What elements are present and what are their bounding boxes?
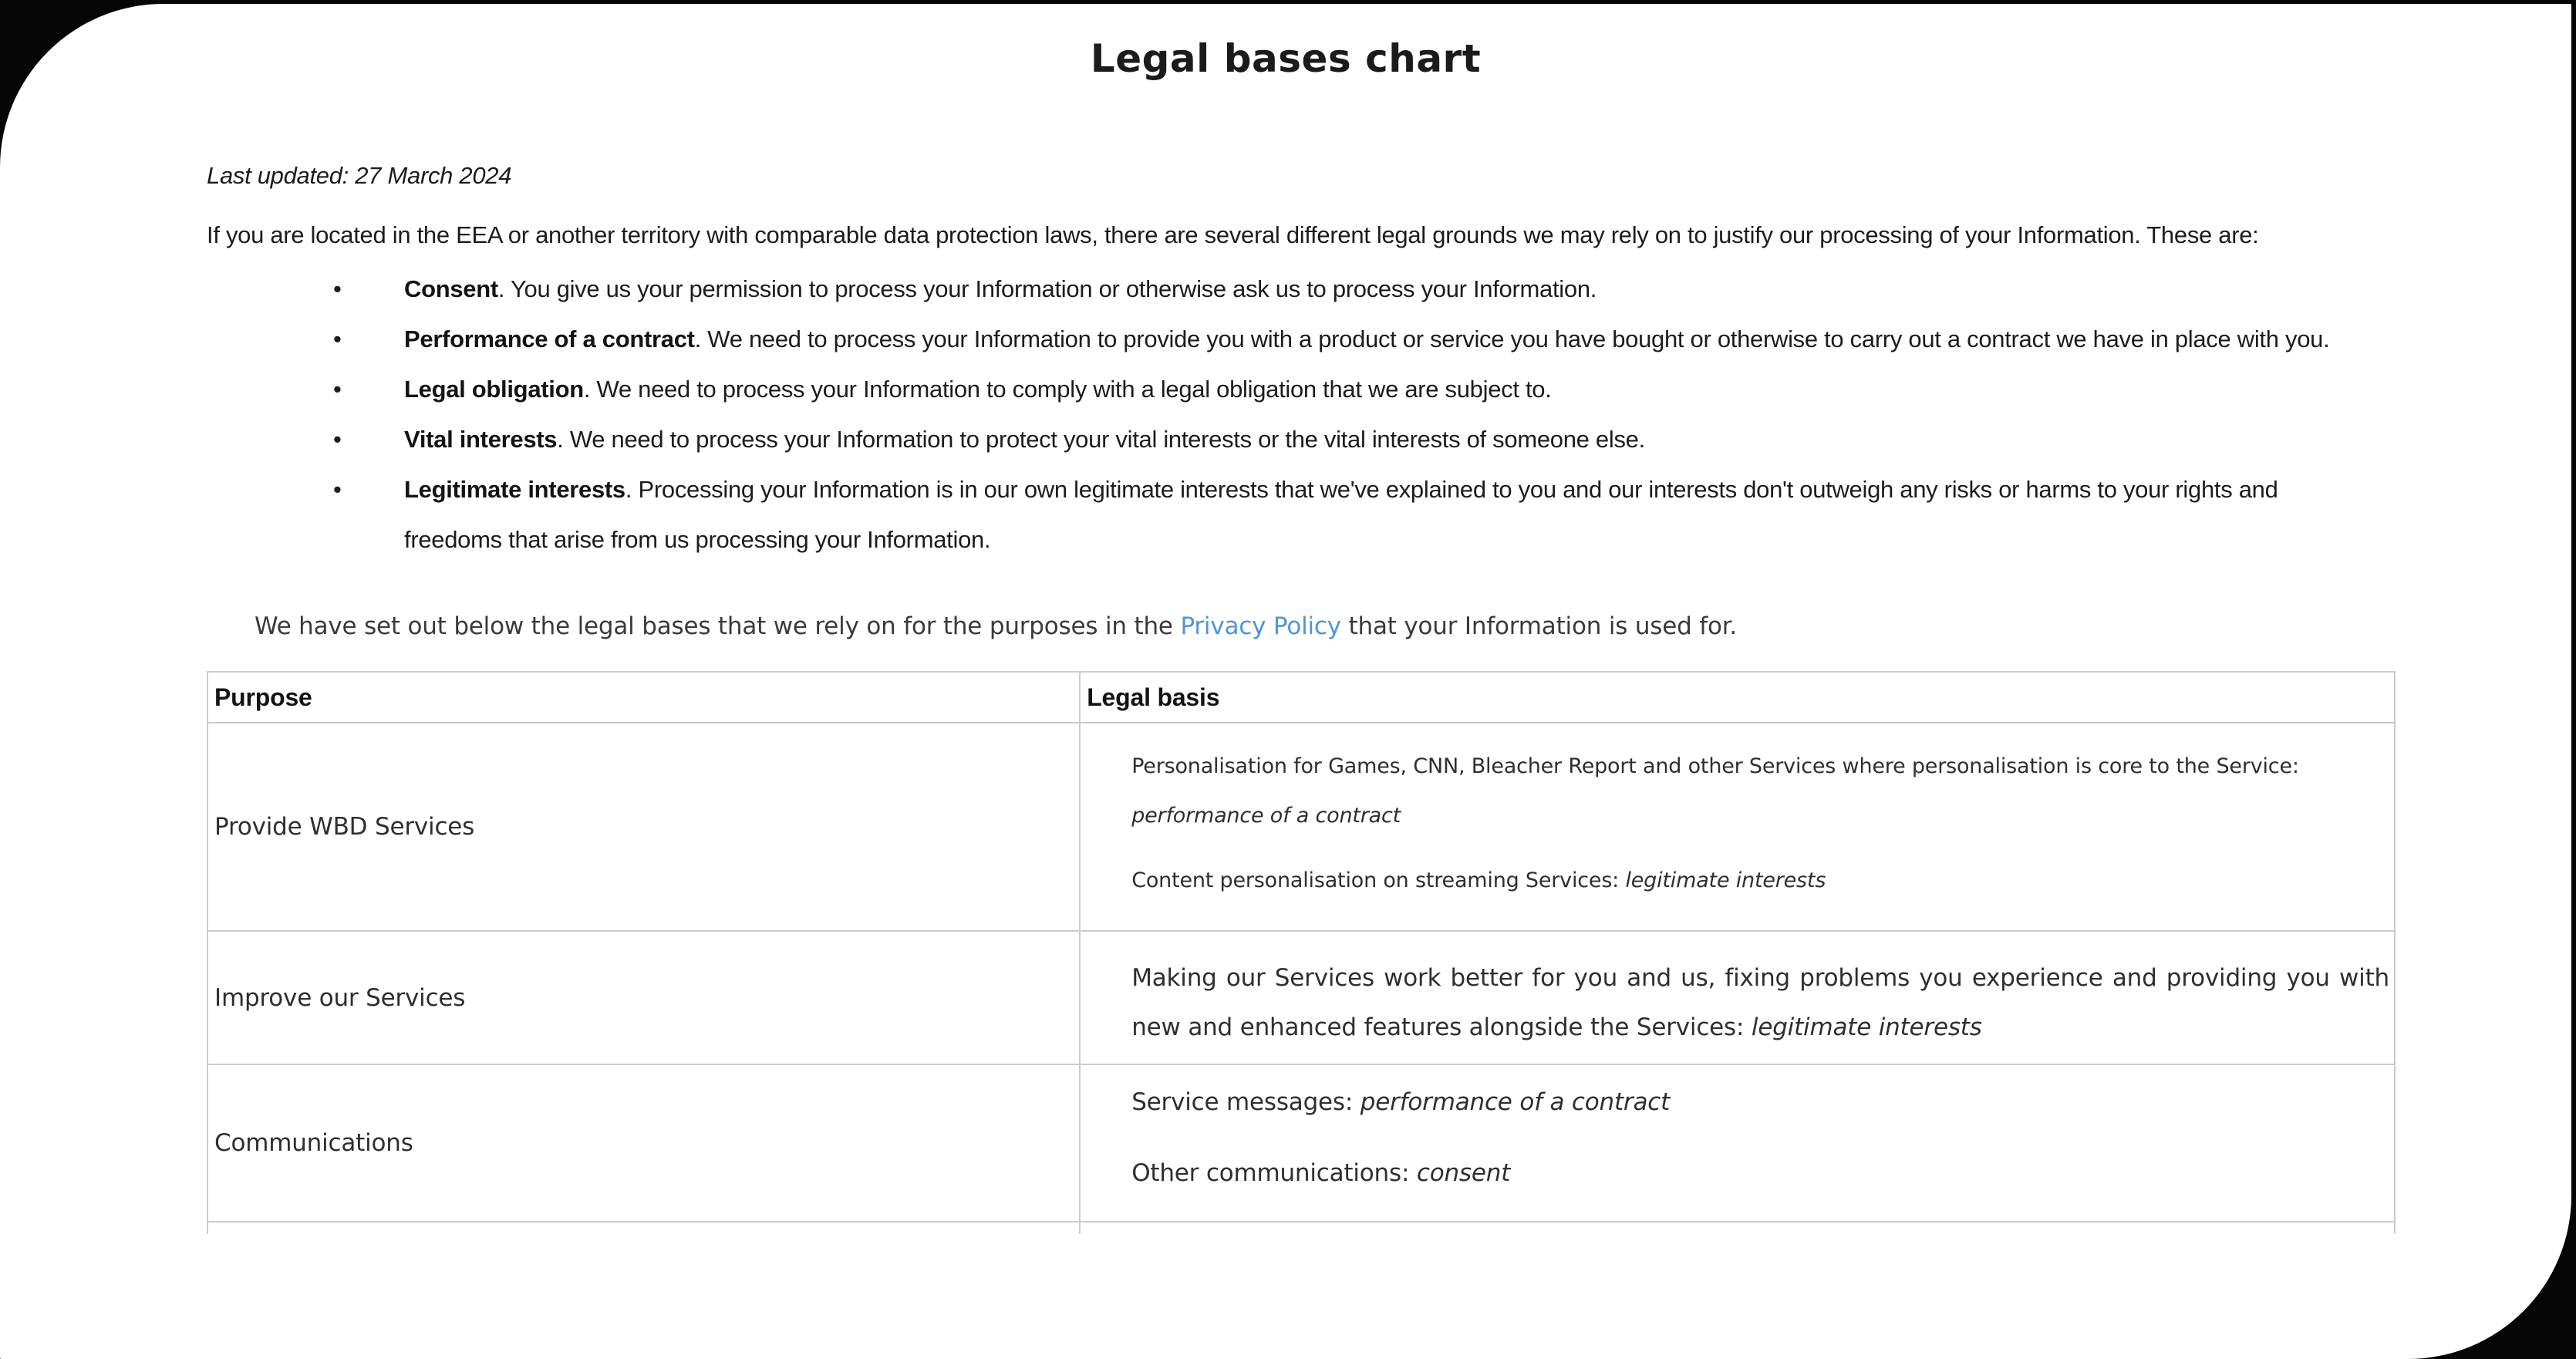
last-updated-text: Last updated: 27 March 2024 bbox=[207, 162, 512, 189]
basis-term-italic: performance of a contract bbox=[1131, 804, 1401, 828]
lead-text-after: that your Information is used for. bbox=[1340, 612, 1738, 640]
list-item bbox=[333, 364, 2338, 414]
basis-text: Content personalisation on streaming Services: bbox=[1131, 868, 1626, 892]
column-header-legal-basis: Legal basis bbox=[1087, 683, 1220, 711]
table-row bbox=[208, 723, 2394, 932]
list-item-text: . We need to process your Information to provide you with a product or service you have bought or otherwise to carry out a contract we have in place with you. bbox=[694, 325, 2330, 352]
page-title: Legal bases chart bbox=[1090, 36, 1482, 81]
bullet-icon: • bbox=[333, 426, 342, 453]
document-page bbox=[0, 4, 2571, 1359]
basis-text: Other communications: bbox=[1131, 1159, 1417, 1187]
list-item bbox=[333, 264, 2338, 314]
legal-basis-cell bbox=[1081, 932, 2394, 1064]
intro-paragraph: If you are located in the EEA or another territory with comparable data protection laws, there are several different legal grounds we may rely on to justify our processing of your Information. These are: bbox=[207, 221, 2259, 248]
list-item-term: Legitimate interests bbox=[404, 476, 625, 503]
basis-paragraph bbox=[1131, 868, 2389, 892]
basis-term-italic: performance of a contract bbox=[1360, 1088, 1671, 1116]
basis-paragraph bbox=[1131, 953, 2389, 1052]
legal-grounds-list bbox=[333, 264, 2338, 565]
list-item-text: . We need to process your Information to comply with a legal obligation that we are subject to. bbox=[583, 376, 1552, 403]
table-row-partial bbox=[208, 1222, 2394, 1234]
purpose-cell: Communications bbox=[208, 1065, 1081, 1221]
list-item bbox=[333, 314, 2338, 364]
legal-basis-cell bbox=[1081, 723, 2394, 930]
list-item-term: Consent bbox=[404, 275, 498, 302]
document-content bbox=[207, 162, 2396, 1234]
basis-text: Making our Services work better for you and us, fixing problems you experience and providing you with new and enhanced features alongside the Services: bbox=[1131, 964, 2389, 1041]
bullet-icon: • bbox=[333, 275, 342, 302]
list-item-term: Performance of a contract bbox=[404, 325, 695, 352]
list-item-text: . We need to process your Information to protect your vital interests or the vital interests of someone else. bbox=[557, 426, 1645, 453]
basis-text: Service messages: bbox=[1131, 1088, 1360, 1116]
basis-paragraph bbox=[1131, 1159, 2389, 1187]
table-header-row bbox=[208, 673, 2394, 723]
bullet-icon: • bbox=[333, 376, 342, 403]
list-item-text: . Processing your Information is in our own legitimate interests that we've explained to you and our interests don't outweigh any risks or harms to your rights and freedoms that arise from us processing your Information. bbox=[404, 476, 2278, 553]
privacy-policy-link[interactable]: Privacy Policy bbox=[1180, 612, 1341, 640]
list-item-term: Vital interests bbox=[404, 426, 558, 453]
legal-bases-table bbox=[207, 671, 2396, 1234]
legal-basis-cell bbox=[1081, 1065, 2394, 1221]
table-row bbox=[208, 1065, 2394, 1222]
list-item bbox=[333, 464, 2338, 565]
table-lead-sentence bbox=[255, 612, 2396, 640]
purpose-cell: Provide WBD Services bbox=[208, 723, 1081, 930]
basis-paragraph bbox=[1131, 742, 2389, 841]
table-row bbox=[208, 932, 2394, 1065]
basis-paragraph bbox=[1131, 1088, 2389, 1116]
legal-basis-cell bbox=[1081, 1222, 2394, 1234]
basis-text: Personalisation for Games, CNN, Bleacher Report and other Services where personalisation is core to the Service: bbox=[1131, 754, 2299, 778]
lead-text-before: We have set out below the legal bases that we rely on for the purposes in the bbox=[255, 612, 1181, 640]
column-header-purpose: Purpose bbox=[208, 673, 1081, 722]
bullet-icon: • bbox=[333, 476, 342, 503]
list-item bbox=[333, 414, 2338, 464]
purpose-cell: Improve our Services bbox=[208, 932, 1081, 1064]
bullet-icon: • bbox=[333, 325, 342, 352]
basis-term-italic: legitimate interests bbox=[1751, 1013, 1982, 1041]
list-item-term: Legal obligation bbox=[404, 376, 584, 403]
purpose-cell bbox=[208, 1222, 1081, 1234]
list-item-text: . You give us your permission to process your Information or otherwise ask us to process your Information. bbox=[497, 275, 1597, 302]
basis-term-italic: legitimate interests bbox=[1625, 868, 1826, 892]
basis-term-italic: consent bbox=[1416, 1159, 1511, 1187]
